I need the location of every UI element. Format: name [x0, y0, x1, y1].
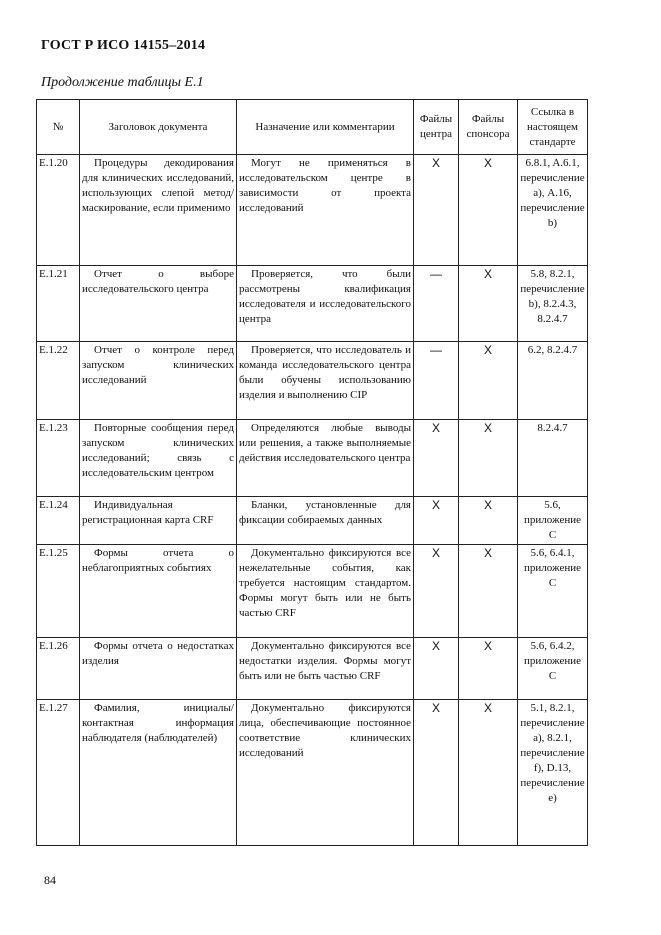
center-files-mark: X: [414, 420, 459, 497]
column-header-number: №: [37, 100, 80, 155]
sponsor-files-mark: X: [459, 266, 518, 342]
table-row: [37, 342, 588, 420]
document-title: Формы отчета о недостатках изделия: [80, 638, 237, 700]
center-files-mark: —: [414, 266, 459, 342]
center-files-mark: X: [414, 638, 459, 700]
standard-reference: 6.2, 8.2.4.7: [518, 342, 588, 420]
sponsor-files-mark: X: [459, 545, 518, 638]
document-purpose: Могут не применяться в исследовательском центре в зависимости от проекта исследований: [237, 155, 414, 266]
documents-table: [36, 99, 588, 846]
column-header-purpose: Назначение или комментарии: [237, 100, 414, 155]
center-files-mark: —: [414, 342, 459, 420]
row-number: E.1.23: [37, 420, 80, 497]
document-title: Процедуры декодирования для клинических исследований, использующих слепой метод/маскирование, если применимо: [80, 155, 237, 266]
page-number: 84: [44, 873, 56, 887]
document-purpose: Документально фиксируются все недостатки изделия. Формы могут быть или не быть частью CRF: [237, 638, 414, 700]
center-files-mark: X: [414, 155, 459, 266]
row-number: E.1.24: [37, 497, 80, 545]
sponsor-files-mark: X: [459, 700, 518, 846]
table-row: [37, 700, 588, 846]
center-files-mark: X: [414, 545, 459, 638]
standard-reference: 5.1, 8.2.1, перечисление а), 8.2.1, перечисление f), D.13, перечисление e): [518, 700, 588, 846]
standard-reference: 5.6, 6.4.1, приложение C: [518, 545, 588, 638]
document-purpose: Проверяется, что были рассмотрены квалификация исследователя и исследовательского центра: [237, 266, 414, 342]
table-row: [37, 155, 588, 266]
sponsor-files-mark: X: [459, 342, 518, 420]
sponsor-files-mark: X: [459, 638, 518, 700]
sponsor-files-mark: X: [459, 155, 518, 266]
standard-reference: 5.8, 8.2.1, перечисление b), 8.2.4.3, 8.2.4.7: [518, 266, 588, 342]
table-continuation-title: Продолжение таблицы Е.1: [41, 75, 204, 90]
document-purpose: Проверяется, что исследователь и команда исследовательского центра были обучены использованию изделия и выполнению CIP: [237, 342, 414, 420]
row-number: E.1.27: [37, 700, 80, 846]
document-title: Отчет о контроле перед запуском клинических исследований: [80, 342, 237, 420]
table-row: [37, 497, 588, 545]
column-header-title: Заголовок документа: [80, 100, 237, 155]
table-row: [37, 545, 588, 638]
document-purpose: Документально фиксируются все нежелательные события, как требуется настоящим стандартом. Формы могут быть или не быть частью CRF: [237, 545, 414, 638]
document-title: Фамилия, инициалы/контактная информация наблюдателя (наблюдателей): [80, 700, 237, 846]
row-number: E.1.26: [37, 638, 80, 700]
standard-reference: 5.6, приложение C: [518, 497, 588, 545]
document-title: Повторные сообщения перед запуском клинических исследований; связь с исследовательским центром: [80, 420, 237, 497]
column-header-reference: Ссылка в настоящем стандарте: [518, 100, 588, 155]
row-number: E.1.25: [37, 545, 80, 638]
center-files-mark: X: [414, 700, 459, 846]
column-header-sponsor-files: Файлы спонсора: [459, 100, 518, 155]
standard-reference: 8.2.4.7: [518, 420, 588, 497]
standard-title: ГОСТ Р ИСО 14155–2014: [41, 38, 206, 53]
standard-reference: 5.6, 6.4.2, приложение C: [518, 638, 588, 700]
row-number: E.1.20: [37, 155, 80, 266]
document-purpose: Документально фиксируются лица, обеспечивающие постоянное соответствие клинических исследований: [237, 700, 414, 846]
standard-reference: 6.8.1, A.6.1, перечисление а), A.16, перечисление b): [518, 155, 588, 266]
row-number: E.1.21: [37, 266, 80, 342]
document-title: Формы отчета о неблагоприятных событиях: [80, 545, 237, 638]
sponsor-files-mark: X: [459, 420, 518, 497]
document-purpose: Определяются любые выводы или решения, а также выполняемые действия исследовательского центра: [237, 420, 414, 497]
table-row: [37, 420, 588, 497]
table-row: [37, 638, 588, 700]
document-title: Отчет о выборе исследовательского центра: [80, 266, 237, 342]
center-files-mark: X: [414, 497, 459, 545]
document-purpose: Бланки, установленные для фиксации собираемых данных: [237, 497, 414, 545]
sponsor-files-mark: X: [459, 497, 518, 545]
table-row: [37, 266, 588, 342]
row-number: E.1.22: [37, 342, 80, 420]
column-header-center-files: Файлы центра: [414, 100, 459, 155]
table-header-row: [37, 100, 588, 155]
document-title: Индивидуальная регистрационная карта CRF: [80, 497, 237, 545]
